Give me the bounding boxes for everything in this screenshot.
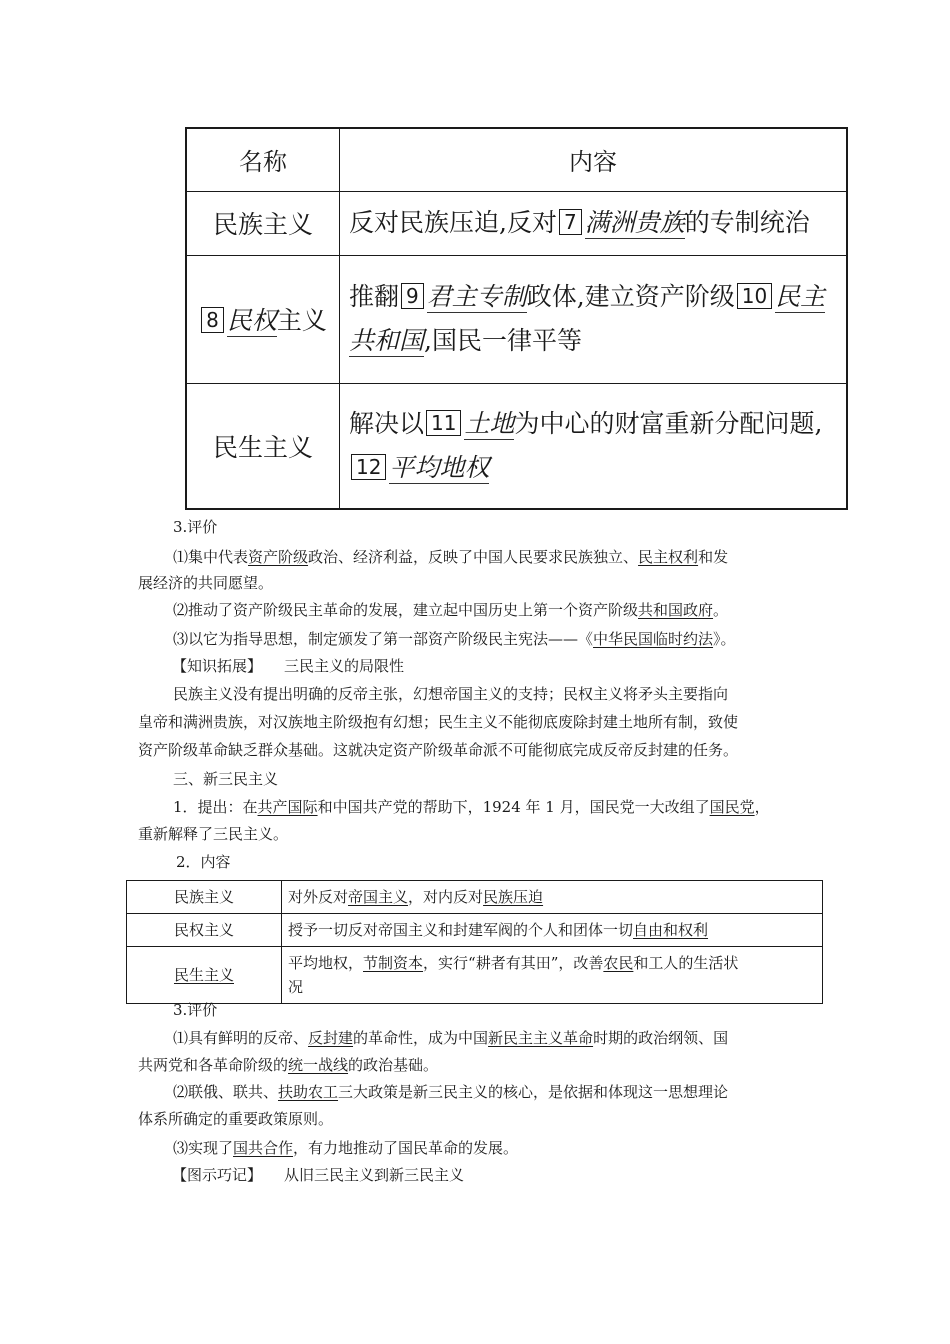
blank-number-box: 10 — [737, 283, 772, 309]
principles-table — [185, 127, 848, 510]
handwritten-answer: 土地 — [464, 408, 515, 438]
text-span: ⑶实现了 — [173, 1139, 234, 1157]
row-name: 民族主义 — [127, 881, 282, 914]
answer-underline: 节制资本 — [363, 954, 424, 972]
text-span: ⑴集中代表 — [173, 548, 249, 566]
answer-underline: 农民 — [603, 954, 634, 972]
table-header-row — [186, 128, 847, 191]
text-span: ⑴具有鲜明的反帝、 — [173, 1029, 309, 1047]
table-row — [186, 383, 847, 509]
blank-number-box: 11 — [426, 410, 461, 436]
handwritten-answer: 民主 — [775, 282, 826, 312]
text-span: ⑶以它为指导思想，制定颁发了第一部资产阶级民主宪法——《 — [173, 630, 594, 648]
answer-underline: 共产国际 — [257, 798, 318, 816]
section-heading: 三、新三民主义 — [173, 770, 279, 788]
table-row — [186, 191, 847, 255]
text-span: 时期的政治纲领、国 — [593, 1029, 729, 1047]
eval-heading: 3.评价 — [173, 518, 218, 536]
section-label: 【知识拓展】 — [172, 657, 263, 675]
row-content — [282, 881, 823, 914]
answer-underline: 扶助农工 — [278, 1083, 339, 1101]
subheading: 2．内容 — [176, 853, 231, 871]
content-text: 的专制统治 — [684, 208, 810, 238]
paragraph-line: 重新解释了三民主义。 — [138, 825, 289, 843]
answer-underline: 帝国主义 — [348, 888, 409, 906]
handwritten-answer: 君主专制 — [426, 282, 527, 312]
row-content — [340, 256, 848, 384]
paragraph-line — [173, 630, 736, 648]
header-content: 内容 — [340, 128, 848, 191]
text-span: ⑵推动了资产阶级民主革命的发展，建立起中国历史上第一个资产阶级 — [173, 601, 639, 619]
section-title: 从旧三民主义到新三民主义 — [284, 1166, 465, 1184]
content-text: 反对民族压迫,反对 — [349, 208, 557, 238]
content-text: 解决以 — [349, 408, 425, 438]
table-row — [127, 881, 823, 914]
row-content — [282, 947, 823, 1004]
row-name — [127, 947, 282, 1004]
knowledge-extension-heading — [172, 657, 404, 675]
answer-underline: 民生主义 — [173, 966, 234, 984]
answer-underline: 民主权利 — [638, 548, 699, 566]
paragraph-line — [173, 798, 770, 816]
paragraph-line — [173, 1029, 728, 1047]
content-text: 政体,建立资产阶级 — [526, 282, 735, 312]
row-name: 民生主义 — [186, 383, 340, 509]
row-content — [340, 191, 848, 255]
content-text: ,国民一律平等 — [424, 326, 582, 356]
text-span: 的革命性，成为中国 — [353, 1029, 489, 1047]
table-row — [127, 914, 823, 947]
blank-number-box: 9 — [401, 283, 424, 309]
content-text: 推翻 — [349, 282, 400, 312]
answer-underline: 民族压迫 — [483, 888, 544, 906]
text-span: 的政治基础。 — [348, 1056, 439, 1074]
text-span: 况 — [288, 978, 304, 996]
text-span: ，实行“耕者有其田”，改善 — [423, 954, 604, 972]
paragraph-line: 展经济的共同愿望。 — [138, 574, 274, 592]
handwritten-answer: 共和国 — [349, 326, 425, 356]
answer-underline: 国民党 — [709, 798, 755, 816]
text-span: 和中国共产党的帮助下，1924 年 1 月，国民党一大改组了 — [317, 798, 710, 816]
paragraph-line — [173, 601, 728, 619]
text-span: 和工人的生活状 — [633, 954, 739, 972]
table-row — [186, 256, 847, 384]
answer-underline: 新民主主义革命 — [488, 1029, 594, 1047]
answer-underline: 反封建 — [308, 1029, 354, 1047]
handwritten-answer: 民权 — [226, 306, 277, 336]
header-name: 名称 — [186, 128, 340, 191]
text-span: ，有力地推动了国民革命的发展。 — [293, 1139, 519, 1157]
text-span: 。 — [713, 601, 729, 619]
text-span: 政治、经济利益，反映了中国人民要求民族独立、 — [308, 548, 639, 566]
answer-underline: 中华民国临时约法 — [593, 630, 714, 648]
text-span: ，对内反对 — [408, 888, 484, 906]
answer-underline: 统一战线 — [288, 1056, 349, 1074]
text-span: ⑵联俄、联共、 — [173, 1083, 279, 1101]
eval-heading: 3.评价 — [173, 1001, 218, 1019]
row-name: 民权主义 — [127, 914, 282, 947]
answer-underline: 自由和权利 — [633, 921, 709, 939]
section-title: 三民主义的局限性 — [284, 657, 405, 675]
table-row — [127, 947, 823, 1004]
paragraph-line: 皇帝和满洲贵族，对汉族地主阶级抱有幻想；民生主义不能彻底废除封建土地所有制，致使 — [138, 713, 739, 731]
paragraph-line: 资产阶级革命缺乏群众基础。这就决定资产阶级革命派不可能彻底完成反帝反封建的任务。 — [138, 741, 739, 759]
answer-underline: 共和国政府 — [638, 601, 714, 619]
blank-number-box: 7 — [559, 209, 582, 235]
handwritten-answer: 满洲贵族 — [584, 208, 685, 238]
row-name — [186, 256, 340, 384]
paragraph-line — [173, 1083, 728, 1101]
mnemonic-heading — [172, 1166, 464, 1184]
text-span: 1．提出：在 — [173, 798, 258, 816]
paragraph-line: 民族主义没有提出明确的反帝主张，幻想帝国主义的支持；民权主义将矛头主要指向 — [173, 685, 729, 703]
text-span: 授予一切反对帝国主义和封建军阀的个人和团体一切 — [288, 921, 634, 939]
blank-number-box: 8 — [201, 307, 224, 333]
paragraph-line — [173, 548, 728, 566]
row-content — [282, 914, 823, 947]
paragraph-line — [138, 1056, 438, 1074]
blank-number-box: 12 — [351, 454, 386, 480]
paragraph-line: 体系所确定的重要政策原则。 — [138, 1110, 334, 1128]
paragraph-line — [173, 1139, 518, 1157]
text-span: 三大政策是新三民主义的核心，是依据和体现这一思想理论 — [338, 1083, 729, 1101]
text-span: 和发 — [698, 548, 729, 566]
name-text: 主义 — [276, 306, 327, 336]
answer-underline: 资产阶级 — [248, 548, 309, 566]
row-content — [340, 383, 848, 509]
text-span: ， — [754, 798, 770, 816]
content-text: 为中心的财富重新分配问题, — [514, 408, 823, 438]
text-span: 》。 — [713, 630, 736, 648]
text-span: 平均地权， — [288, 954, 364, 972]
handwritten-answer: 平均地权 — [389, 452, 490, 482]
row-name: 民族主义 — [186, 191, 340, 255]
new-principles-table — [126, 880, 823, 1004]
answer-underline: 国共合作 — [233, 1139, 294, 1157]
text-span: 共两党和各革命阶级的 — [138, 1056, 289, 1074]
section-label: 【图示巧记】 — [172, 1166, 263, 1184]
text-span: 对外反对 — [288, 888, 349, 906]
